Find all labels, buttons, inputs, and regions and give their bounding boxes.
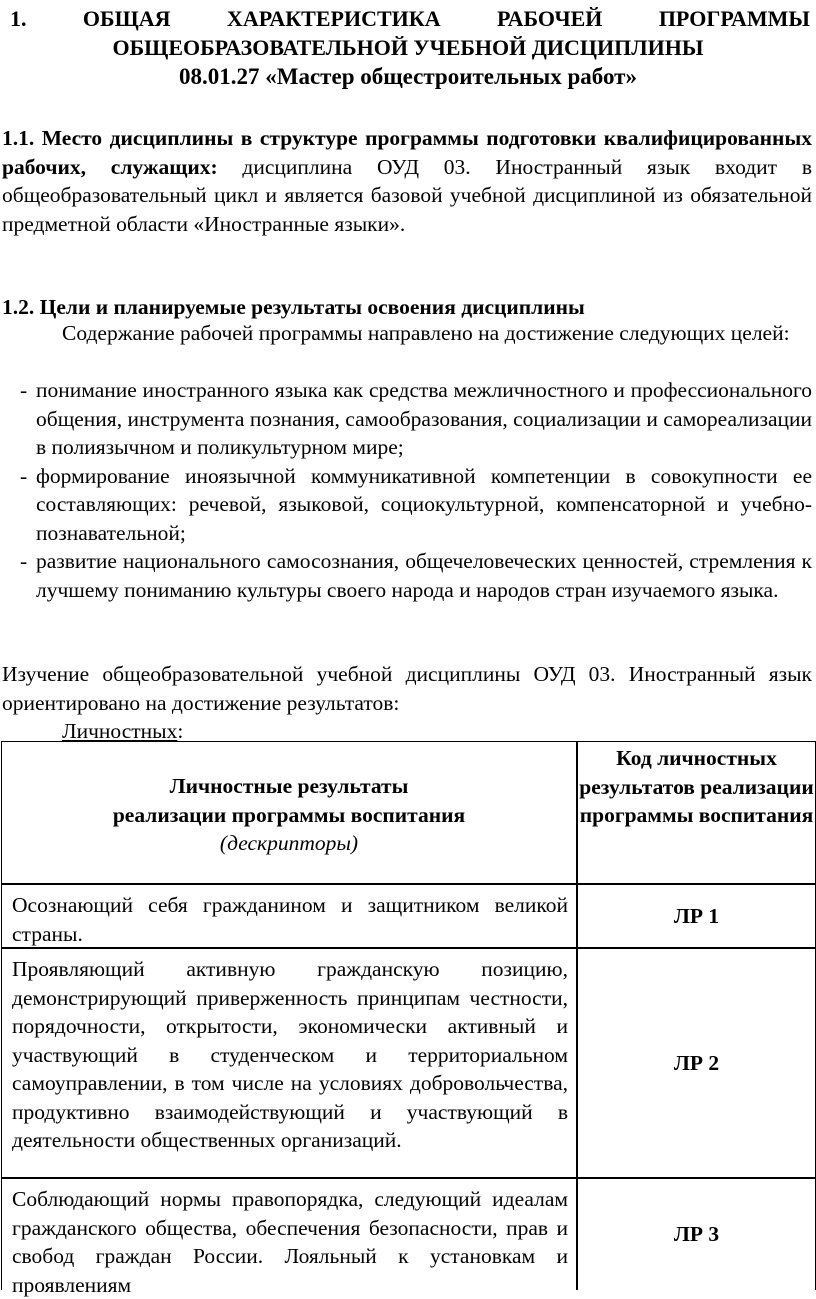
section-1-1-paragraph [2, 124, 812, 238]
table-row-code: ЛР 3 [577, 1178, 816, 1290]
goal-text: формирование иноязычной коммуникативной компетенции в совокупности ее составляющих: речевой, языковой, социокультурной, компенсаторной и учебно-познавательной; [36, 463, 812, 545]
list-item: - понимание иностранного языка как средства межличностного и профессионального общения, инструмента познания, самообразования, социализации и самореализации в полиязычном и поликультурном мире; [20, 378, 812, 459]
goal-text: понимание иностранного языка как средства межличностного и профессионального общения, инструмента познания, самообразования, социализации и самореализации в полиязычном и поликультурном мире; [36, 378, 812, 459]
personal-results-label: Личностных: [62, 719, 184, 743]
table-row-code: ЛР 1 [577, 884, 816, 948]
program-code-title: 08.01.27 «Мастер общестроительных работ» [179, 64, 637, 89]
table-header-code: Код личностных результатов реализации программы воспитания [577, 741, 816, 884]
section-1-2-heading: 1.2. Цели и планируемые результаты освоения дисциплины [2, 295, 585, 319]
goals-intro: Содержание рабочей программы направлено на достижение следующих целей: [62, 321, 790, 345]
section-title-line-2: ОБЩЕОБРАЗОВАТЕЛЬНОЙ УЧЕБНОЙ ДИСЦИПЛИНЫ [112, 35, 704, 60]
table-row-code: ЛР 2 [577, 948, 816, 1178]
table-row: Проявляющий активную гражданскую позицию, демонстрирующий приверженность принципам честности, порядочности, открытости, экономически активный и участвующий в студенческом и территориальном самоуправлении, в том числе на условиях добровольчества, продуктивно взаимодействующий и участвующий в деятельности общественных организаций. [1, 948, 577, 1178]
section-1-1-heading: 1.1. Место дисциплины в структуре программы подготовки квалифицированных рабочих, служащих: [2, 126, 812, 179]
section-1-1-text: дисциплина ОУД 03. Иностранный язык входит в общеобразовательный цикл и является базовой учебной дисциплиной из обязательной предметной области «Иностранные языки». [2, 154, 812, 236]
list-item: - развитие национального самосознания, общечеловеческих ценностей, стремления к лучшему пониманию культуры своего народа и народов стран изучаемого языка. [20, 549, 812, 602]
study-paragraph: Изучение общеобразовательной учебной дисциплины ОУД 03. Иностранный язык ориентировано на достижение результатов: [2, 662, 812, 715]
table-row: Соблюдающий нормы правопорядка, следующий идеалам гражданского общества, обеспечения безопасности, прав и свобод граждан России. Лояльный к установкам и проявлениям [1, 1178, 577, 1290]
section-title-line-1: 1. ОБЩАЯ ХАРАКТЕРИСТИКА РАБОЧЕЙ ПРОГРАММЫ [10, 6, 810, 31]
goals-list [0, 376, 812, 604]
goal-text: развитие национального самосознания, общечеловеческих ценностей, стремления к лучшему пониманию культуры своего народа и народов стран изучаемого языка. [36, 549, 812, 602]
table-row: Осознающий себя гражданином и защитником великой страны. [1, 884, 577, 948]
list-item: - формирование иноязычной коммуникативной компетенции в совокупности ее составляющих: речевой, языковой, социокультурной, компенсаторной и учебно-познавательной; [20, 463, 812, 545]
table-header-results: Личностные результаты реализации программы воспитания (дескрипторы) [1, 741, 577, 884]
